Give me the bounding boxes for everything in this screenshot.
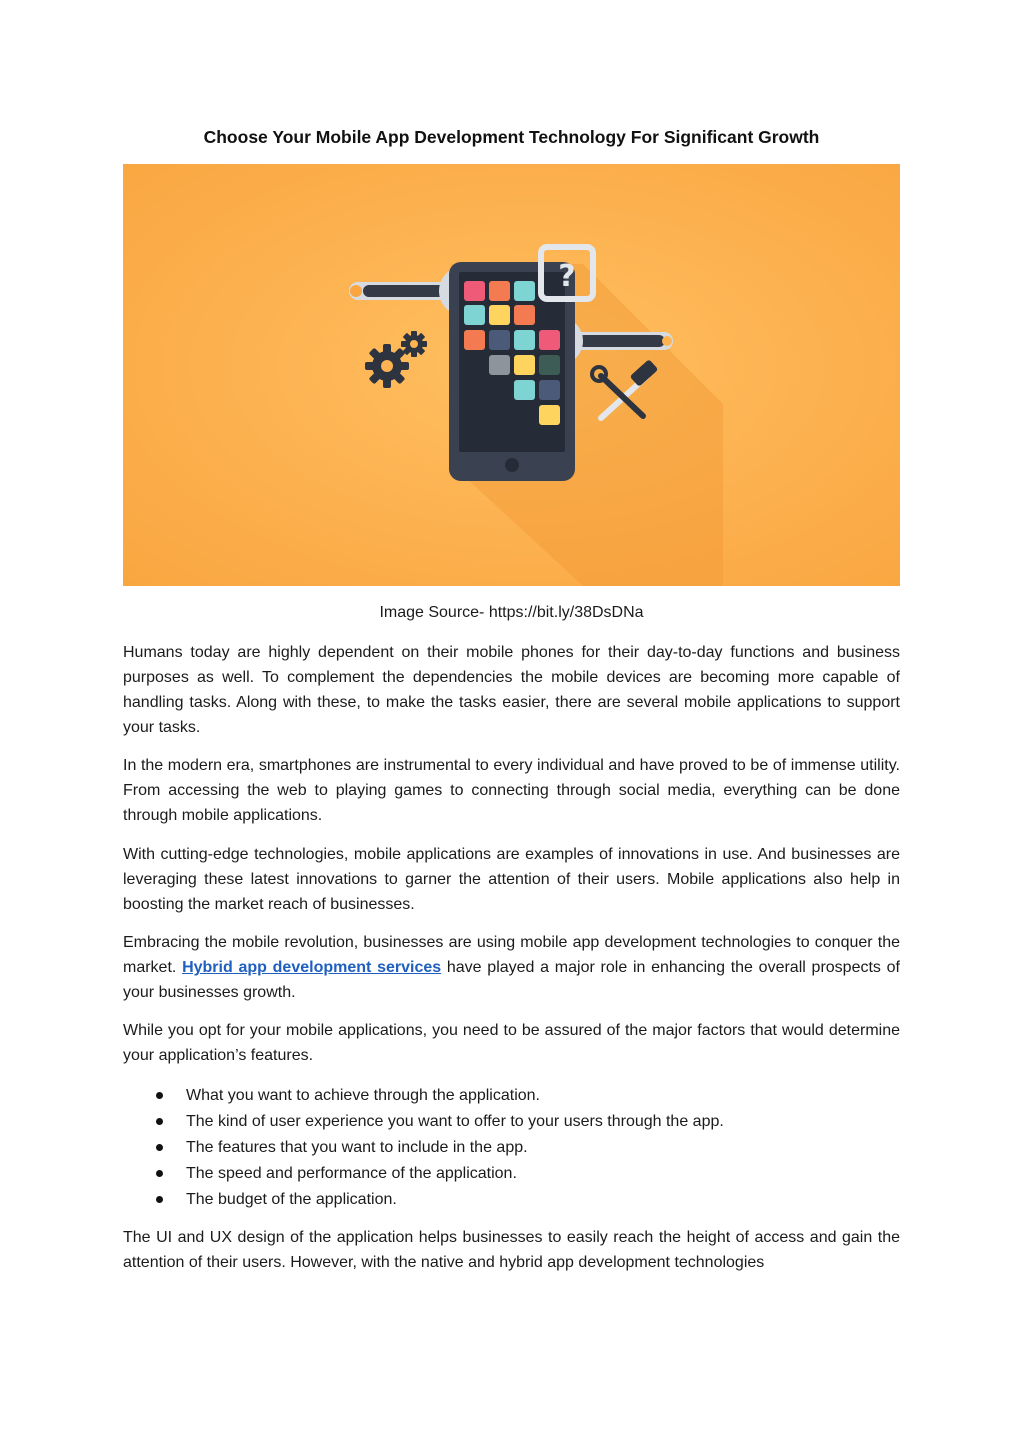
hero-image — [123, 164, 900, 586]
list-item-text: The budget of the application. — [186, 1191, 397, 1208]
paragraph — [123, 930, 900, 1005]
mobile-development-illustration — [123, 164, 900, 586]
bullet-icon — [156, 1170, 163, 1177]
bullet-icon — [156, 1118, 163, 1125]
paragraph-text: have played a major role in enhancing the overall prospects of your businesses growth. — [123, 959, 900, 1001]
list-item — [123, 1135, 900, 1161]
list-item — [123, 1109, 900, 1135]
bullet-icon — [156, 1196, 163, 1203]
list-item — [123, 1187, 900, 1213]
list-item — [123, 1161, 900, 1187]
hybrid-app-services-link[interactable]: Hybrid app development services — [182, 959, 442, 976]
list-item-text: What you want to achieve through the application. — [186, 1087, 540, 1104]
gear-icon — [401, 331, 427, 357]
gear-icon — [365, 344, 409, 388]
bullet-icon — [156, 1144, 163, 1151]
bullet-icon — [156, 1092, 163, 1099]
paragraph: Humans today are highly dependent on their mobile phones for their day-to-day functions and business purposes as well. To complement the dependencies the mobile devices are becoming more capable of handling tasks. Along with these, to make the tasks easier, there are several mobile applications to support your tasks. — [123, 644, 900, 736]
factor-list — [123, 1083, 900, 1213]
list-item — [123, 1083, 900, 1109]
list-item-text: The kind of user experience you want to offer to your users through the app. — [186, 1113, 724, 1130]
paragraph: In the modern era, smartphones are instrumental to every individual and have proved to be of immense utility. From accessing the web to playing games to connecting through social media, everything can be done through mobile applications. — [123, 757, 900, 824]
paragraph: While you opt for your mobile applications, you need to be assured of the major factors that would determine your application’s features. — [123, 1022, 900, 1064]
smartphone-icon — [449, 262, 575, 481]
page-title: Choose Your Mobile App Development Technology For Significant Growth — [203, 127, 820, 147]
image-caption: Image Source- https://bit.ly/38DsDNa — [379, 604, 644, 621]
list-item-text: The features that you want to include in the app. — [186, 1139, 528, 1156]
paragraph: With cutting-edge technologies, mobile applications are examples of innovations in use. And businesses are leveraging these latest innovations to garner the attention of their users. Mobile applications also help in boosting the market reach of businesses. — [123, 846, 900, 913]
list-item-text: The speed and performance of the application. — [186, 1165, 517, 1182]
svg-text:?: ? — [558, 259, 576, 294]
paragraph: The UI and UX design of the application helps businesses to easily reach the height of access and gain the attention of their users. However, with the native and hybrid app development technologies — [123, 1229, 900, 1271]
paragraph-text: Embracing the mobile revolution, businesses are using mobile app development technologies to conquer the market. — [123, 934, 900, 976]
